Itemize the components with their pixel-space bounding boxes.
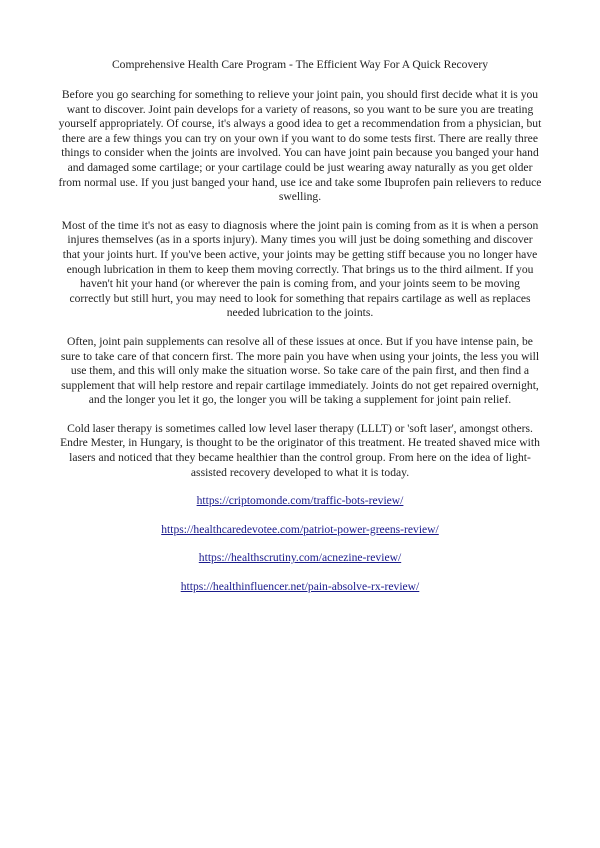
link-healthscrutiny[interactable]: https://healthscrutiny.com/acnezine-review/ xyxy=(198,551,402,565)
link-healthinfluencer[interactable]: https://healthinfluencer.net/pain-absolve-rx-review/ xyxy=(180,579,420,593)
paragraph-joint-pain-intro: Before you go searching for something to relieve your joint pain, you should first decide what it is you want to discover. Joint pain develops for a variety of reasons, so you want to be sure you are treating yourself appropriately. Of course, it's always a good idea to get a recommendation from a physician, but there are a few things you can try on your own if you want to do some tests first. There are really three things to consider when the joints are involved. You can have joint pain because you banged your hand and damaged some cartilage; or your cartilage could be just wearing away naturally as you get older from normal use. If you just banged your hand, use ice and take some Ibuprofen pain relievers to reduce swelling. xyxy=(58,88,542,204)
links-list xyxy=(58,494,542,594)
document-title: Comprehensive Health Care Program - The Efficient Way For A Quick Recovery xyxy=(111,58,489,71)
link-healthcaredevotee[interactable]: https://healthcaredevotee.com/patriot-power-greens-review/ xyxy=(161,522,439,536)
paragraph-supplements: Often, joint pain supplements can resolve all of these issues at once. But if you have intense pain, be sure to take care of that concern first. The more pain you have when using your joints, the less you will use them, and this will only make the situation worse. So take care of the pain first, and then find a supplement that will help restore and repair cartilage immediately. Joints do not get repaired overnight, and the longer you let it go, the longer you will be taking a supplement for joint pain relief. xyxy=(60,334,540,407)
document-page xyxy=(58,58,542,608)
link-criptomonde[interactable]: https://criptomonde.com/traffic-bots-review/ xyxy=(196,494,404,508)
paragraph-diagnosis: Most of the time it's not as easy to diagnosis where the joint pain is coming from as it is when a person injures themselves (as in a sports injury). Many times you will just be doing something and discover that your joints hurt. If you've been active, your joints may be getting stiff because you no longer have enough lubrication in them to keep them moving correctly. That brings us to the third ailment. If you haven't hit your hand (or wherever the pain is coming from, and your joints seem to be moving correctly but still hurt, you may need to look for something that repairs cartilage as well as replaces needed lubrication to the joints. xyxy=(61,218,539,320)
paragraph-cold-laser: Cold laser therapy is sometimes called low level laser therapy (LLLT) or 'soft laser', amongst others. Endre Mester, in Hungary, is thought to be the originator of this treatment. He treated shaved mice with lasers and noticed that they became healthier than the control group. From here on the idea of light-assisted recovery developed to what it is today. xyxy=(60,421,540,479)
